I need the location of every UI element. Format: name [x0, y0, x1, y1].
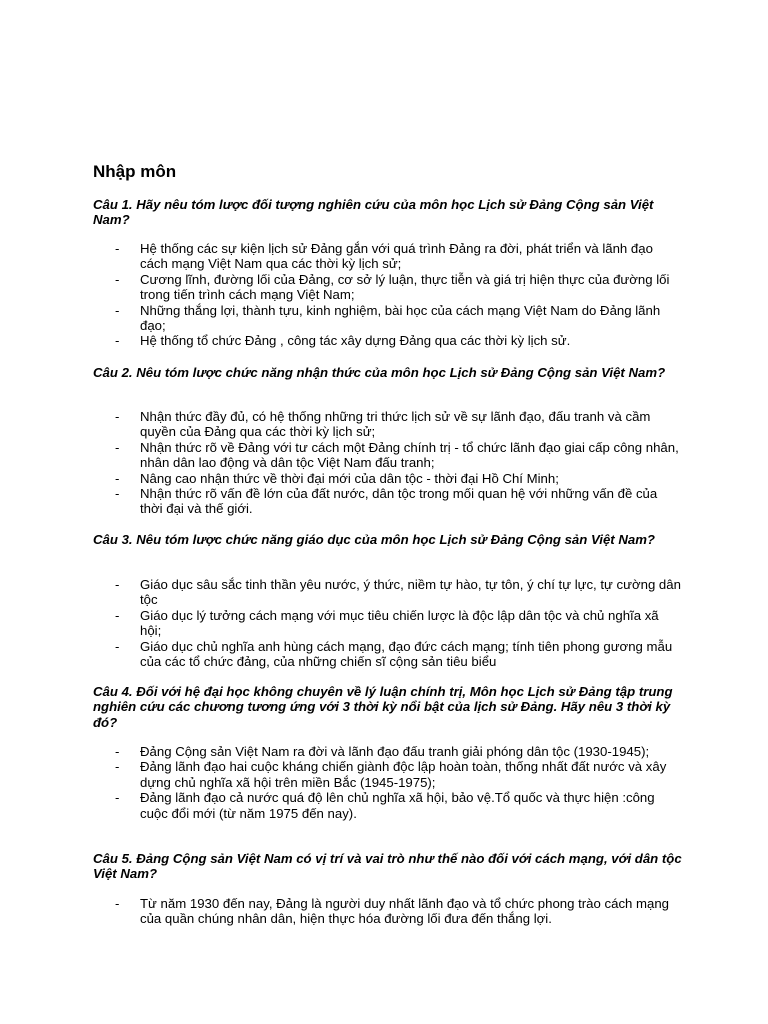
list-item: - Đảng Cộng sản Việt Nam ra đời và lãnh đạo đấu tranh giải phóng dân tộc (1930-1945); [115, 744, 650, 759]
answer-list-5 [93, 896, 683, 927]
answer-text: Đảng Cộng sản Việt Nam ra đời và lãnh đạo đấu tranh giải phóng dân tộc (1930-1945); [140, 744, 650, 759]
answer-text: Từ năm 1930 đến nay, Đảng là người duy nhất lãnh đạo và tổ chức phong trào cách mạng của quần chúng nhân dân, hiện thực hóa đường lối đưa đến thắng lợi. [140, 896, 670, 927]
list-item: - Giáo dục chủ nghĩa anh hùng cách mạng, đạo đức cách mạng; tính tiên phong gương mẫu của các tổ chức đảng, của những chiến sĩ cộng sản tiêu biểu [115, 638, 673, 670]
question-2: Câu 2. Nêu tóm lược chức năng nhận thức của môn học Lịch sử Đảng Cộng sản Việt Nam? [93, 365, 666, 380]
answer-list-4 [93, 744, 683, 821]
list-item: - Từ năm 1930 đến nay, Đảng là người duy nhất lãnh đạo và tổ chức phong trào cách mạng của quần chúng nhân dân, hiện thực hóa đường lối đưa đến thắng lợi. [115, 896, 670, 927]
answer-text: Đảng lãnh đạo cả nước quá độ lên chủ nghĩa xã hội, bảo vệ.Tổ quốc và thực hiện :công cuộc đổi mới (từ năm 1975 đến nay). [140, 790, 655, 821]
answer-list-3 [93, 577, 683, 669]
list-item: - Đảng lãnh đạo hai cuộc kháng chiến giành độc lập hoàn toàn, thống nhất đất nước và xây dựng chủ nghĩa xã hội trên miền Bắc (1945-1975); [115, 759, 667, 790]
list-item: - Nhận thức rõ vấn đề lớn của đất nước, dân tộc trong mối quan hệ với những vấn đề của thời đại và thế giới. [115, 486, 658, 517]
question-3: Câu 3. Nêu tóm lược chức năng giáo dục của môn học Lịch sử Đảng Cộng sản Việt Nam? [93, 532, 655, 547]
list-item: - Giáo dục sâu sắc tinh thần yêu nước, ý thức, niềm tự hào, tự tôn, ý chí tự lực, tự cường dân tộc [115, 577, 681, 608]
list-item: - Những thắng lợi, thành tựu, kinh nghiệm, bài học của cách mạng Việt Nam do Đảng lãnh đạo; [115, 302, 661, 334]
answer-list-1 [93, 241, 683, 349]
list-item: - Hệ thống tổ chức Đảng , công tác xây dựng Đảng qua các thời kỳ lịch sử. [115, 333, 571, 349]
answer-text: Giáo dục sâu sắc tinh thần yêu nước, ý thức, niềm tự hào, tự tôn, ý chí tự lực, tự cường dân tộc [140, 577, 681, 608]
answer-text: Giáo dục lý tưởng cách mạng với mục tiêu chiến lược là độc lập dân tộc và chủ nghĩa xã hội; [140, 607, 659, 639]
list-item: - Hệ thống các sự kiện lịch sử Đảng gắn với quá trình Đảng ra đời, phát triển và lãnh đạo cách mạng Việt Nam qua các thời kỳ lịch sử; [115, 241, 653, 272]
answer-text: Nhận thức đầy đủ, có hệ thống những tri thức lịch sử về sự lãnh đạo, đấu tranh và cầm quyền của Đảng qua các thời kỳ lịch sử; [140, 409, 651, 440]
question-5: Câu 5. Đảng Cộng sản Việt Nam có vị trí và vai trò như thế nào đối với cách mạng, với dân tộc Việt Nam? [93, 851, 682, 882]
answer-text: Nâng cao nhận thức về thời đại mới của dân tộc - thời đại Hồ Chí Minh; [140, 470, 559, 486]
question-1: Câu 1. Hãy nêu tóm lược đối tượng nghiên cứu của môn học Lịch sử Đảng Cộng sản Việt Nam? [93, 197, 654, 228]
answer-text: Hệ thống các sự kiện lịch sử Đảng gắn với quá trình Đảng ra đời, phát triển và lãnh đạo cách mạng Việt Nam qua các thời kỳ lịch sử; [140, 241, 653, 272]
list-item: - Nhận thức rõ về Đảng với tư cách một Đảng chính trị - tổ chức lãnh đạo giai cấp công nhân, nhân dân lao động và dân tộc Việt Nam đấu tranh; [115, 439, 679, 471]
question-4: Câu 4. Đối với hệ đại học không chuyên về lý luận chính trị, Môn học Lịch sử Đảng tập trung nghiên cứu các chương tương ứng với 3 thời kỳ nổi bật của lịch sử Đảng. Hãy nêu 3 thời kỳ đó? [93, 684, 673, 730]
answer-text: Giáo dục chủ nghĩa anh hùng cách mạng, đạo đức cách mạng; tính tiên phong gương mẫu của các tổ chức đảng, của những chiến sĩ cộng sản tiêu biểu [140, 638, 673, 670]
list-item: - Giáo dục lý tưởng cách mạng với mục tiêu chiến lược là độc lập dân tộc và chủ nghĩa xã hội; [115, 607, 659, 639]
answer-text: Đảng lãnh đạo hai cuộc kháng chiến giành độc lập hoàn toàn, thống nhất đất nước và xây dựng chủ nghĩa xã hội trên miền Bắc (1945-1975); [140, 759, 667, 790]
list-item: - Nhận thức đầy đủ, có hệ thống những tri thức lịch sử về sự lãnh đạo, đấu tranh và cầm quyền của Đảng qua các thời kỳ lịch sử; [115, 409, 651, 440]
answer-text: Nhận thức rõ vấn đề lớn của đất nước, dân tộc trong mối quan hệ với những vấn đề của thời đại và thế giới. [140, 486, 658, 517]
answer-text: Nhận thức rõ về Đảng với tư cách một Đảng chính trị - tổ chức lãnh đạo giai cấp công nhân, nhân dân lao động và dân tộc Việt Nam đấu tranh; [140, 439, 679, 471]
answer-text: Cương lĩnh, đường lối của Đảng, cơ sở lý luận, thực tiễn và giá trị hiện thực của đường lối trong tiến trình cách mạng Việt Nam; [140, 271, 670, 303]
answer-text: Những thắng lợi, thành tựu, kinh nghiệm, bài học của cách mạng Việt Nam do Đảng lãnh đạo; [140, 302, 661, 334]
page-heading: Nhập môn [93, 162, 177, 181]
answer-text: Hệ thống tổ chức Đảng , công tác xây dựng Đảng qua các thời kỳ lịch sử. [140, 333, 571, 349]
answer-list-2 [93, 409, 683, 517]
list-item: - Đảng lãnh đạo cả nước quá độ lên chủ nghĩa xã hội, bảo vệ.Tổ quốc và thực hiện :công cuộc đổi mới (từ năm 1975 đến nay). [115, 790, 655, 821]
list-item: - Nâng cao nhận thức về thời đại mới của dân tộc - thời đại Hồ Chí Minh; [115, 470, 559, 486]
list-item: - Cương lĩnh, đường lối của Đảng, cơ sở lý luận, thực tiễn và giá trị hiện thực của đường lối trong tiến trình cách mạng Việt Nam; [115, 271, 670, 303]
